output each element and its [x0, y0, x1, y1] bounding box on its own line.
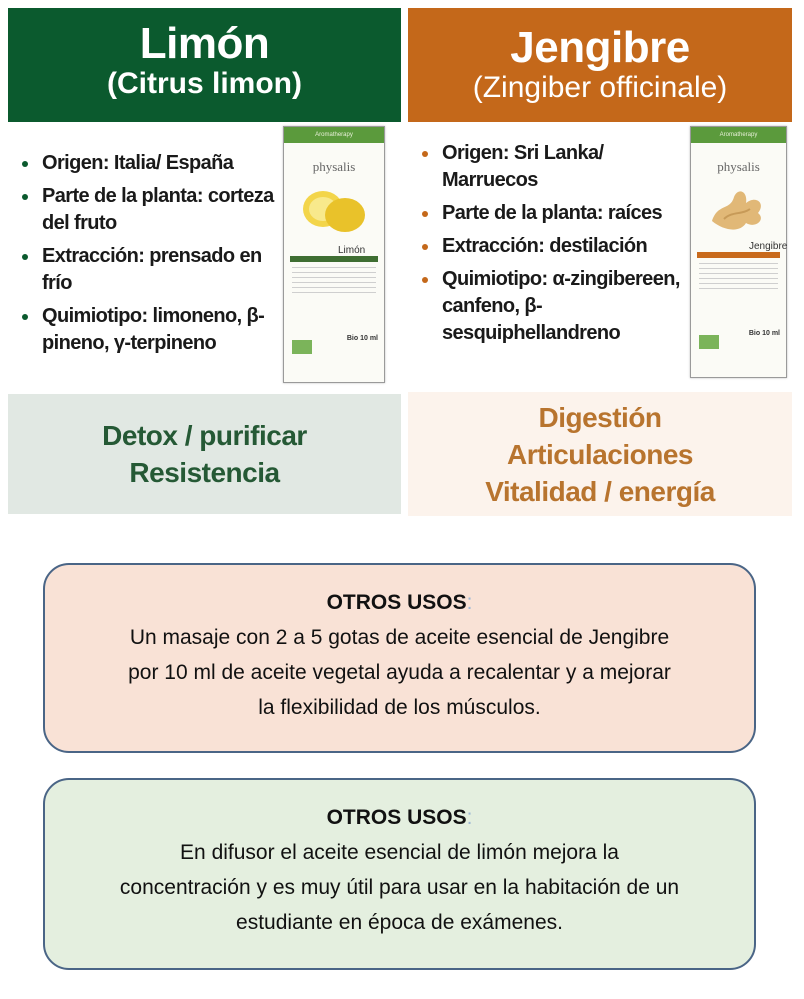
lemon-fruit-icon [299, 181, 369, 241]
lemon-use-item: Detox / purificar [102, 420, 307, 451]
lemon-column [8, 8, 401, 514]
other-uses-line: estudiante en época de exámenes. [236, 911, 563, 934]
other-uses-line: concentración y es muy útil para usar en la habitación de un [119, 876, 680, 899]
product-fine-print [699, 263, 778, 289]
lemon-latin-name: (Citrus limon) [107, 67, 302, 100]
lemon-product-image [283, 126, 385, 383]
other-uses-line: la flexibilidad de los músculos. [258, 696, 541, 719]
other-uses-line: Un masaje con 2 a 5 gotas de aceite esencial de Jengibre [129, 626, 670, 649]
list-item: Origen: Sri Lanka/ Marruecos [418, 140, 688, 194]
ginger-title: Jengibre [510, 23, 690, 72]
lemon-use-item: Resistencia [129, 457, 280, 488]
list-item: Parte de la planta: corteza del fruto [18, 183, 278, 237]
lemon-title: Limón [139, 19, 270, 68]
lemon-info-panel [8, 122, 401, 392]
eco-leaf-icon [699, 335, 719, 349]
ginger-use-item: Digestión [538, 401, 662, 433]
product-label-name: Limón [290, 245, 378, 262]
product-volume: Bio 10 ml [346, 335, 378, 342]
ginger-product-image [690, 126, 787, 378]
list-item: Parte de la planta: raíces [418, 200, 688, 227]
product-volume: Bio 10 ml [748, 330, 780, 337]
lemon-header [8, 8, 401, 122]
ginger-uses-panel [408, 392, 792, 516]
other-uses-title-text: OTROS USOS [326, 591, 467, 614]
other-uses-title-text: OTROS USOS [326, 806, 467, 829]
brand-logo: physalis [312, 159, 356, 174]
other-uses-line: En difusor el aceite esencial de limón mejora la [180, 841, 619, 864]
ginger-info-panel [408, 122, 792, 392]
lemon-uses-panel [8, 394, 401, 514]
ginger-header [408, 8, 792, 122]
list-item: Origen: Italia/ España [18, 150, 278, 177]
title-colon: : [466, 591, 473, 614]
brand-logo: physalis [717, 159, 760, 174]
other-uses-ginger-box [43, 563, 756, 753]
ginger-column [408, 8, 792, 516]
product-band: Aromatherapy [284, 127, 384, 143]
title-colon: : [466, 806, 473, 829]
list-item: Quimiotipo: α-zingibereen, canfeno, β-sesquiphellandreno [418, 266, 688, 347]
other-uses-line: por 10 ml de aceite vegetal ayuda a recalentar y a mejorar [128, 661, 671, 684]
other-uses-title [45, 800, 754, 835]
other-uses-lemon-box [43, 778, 756, 970]
other-uses-title [45, 585, 754, 620]
list-item: Quimiotipo: limoneno, β-pineno, γ-terpineno [18, 303, 278, 357]
ginger-latin-name: (Zingiber officinale) [472, 71, 728, 104]
product-label-name: Jengibre [697, 241, 780, 258]
product-fine-print [292, 267, 376, 293]
ginger-facts-list [418, 140, 688, 353]
ginger-use-item: Vitalidad / energía [485, 475, 715, 507]
list-item: Extracción: destilación [418, 233, 688, 260]
ginger-use-item: Articulaciones [507, 438, 693, 470]
ginger-root-icon [704, 181, 774, 237]
product-band: Aromatherapy [691, 127, 786, 143]
list-item: Extracción: prensado en frío [18, 243, 278, 297]
eco-leaf-icon [292, 340, 312, 354]
lemon-facts-list [18, 150, 278, 363]
